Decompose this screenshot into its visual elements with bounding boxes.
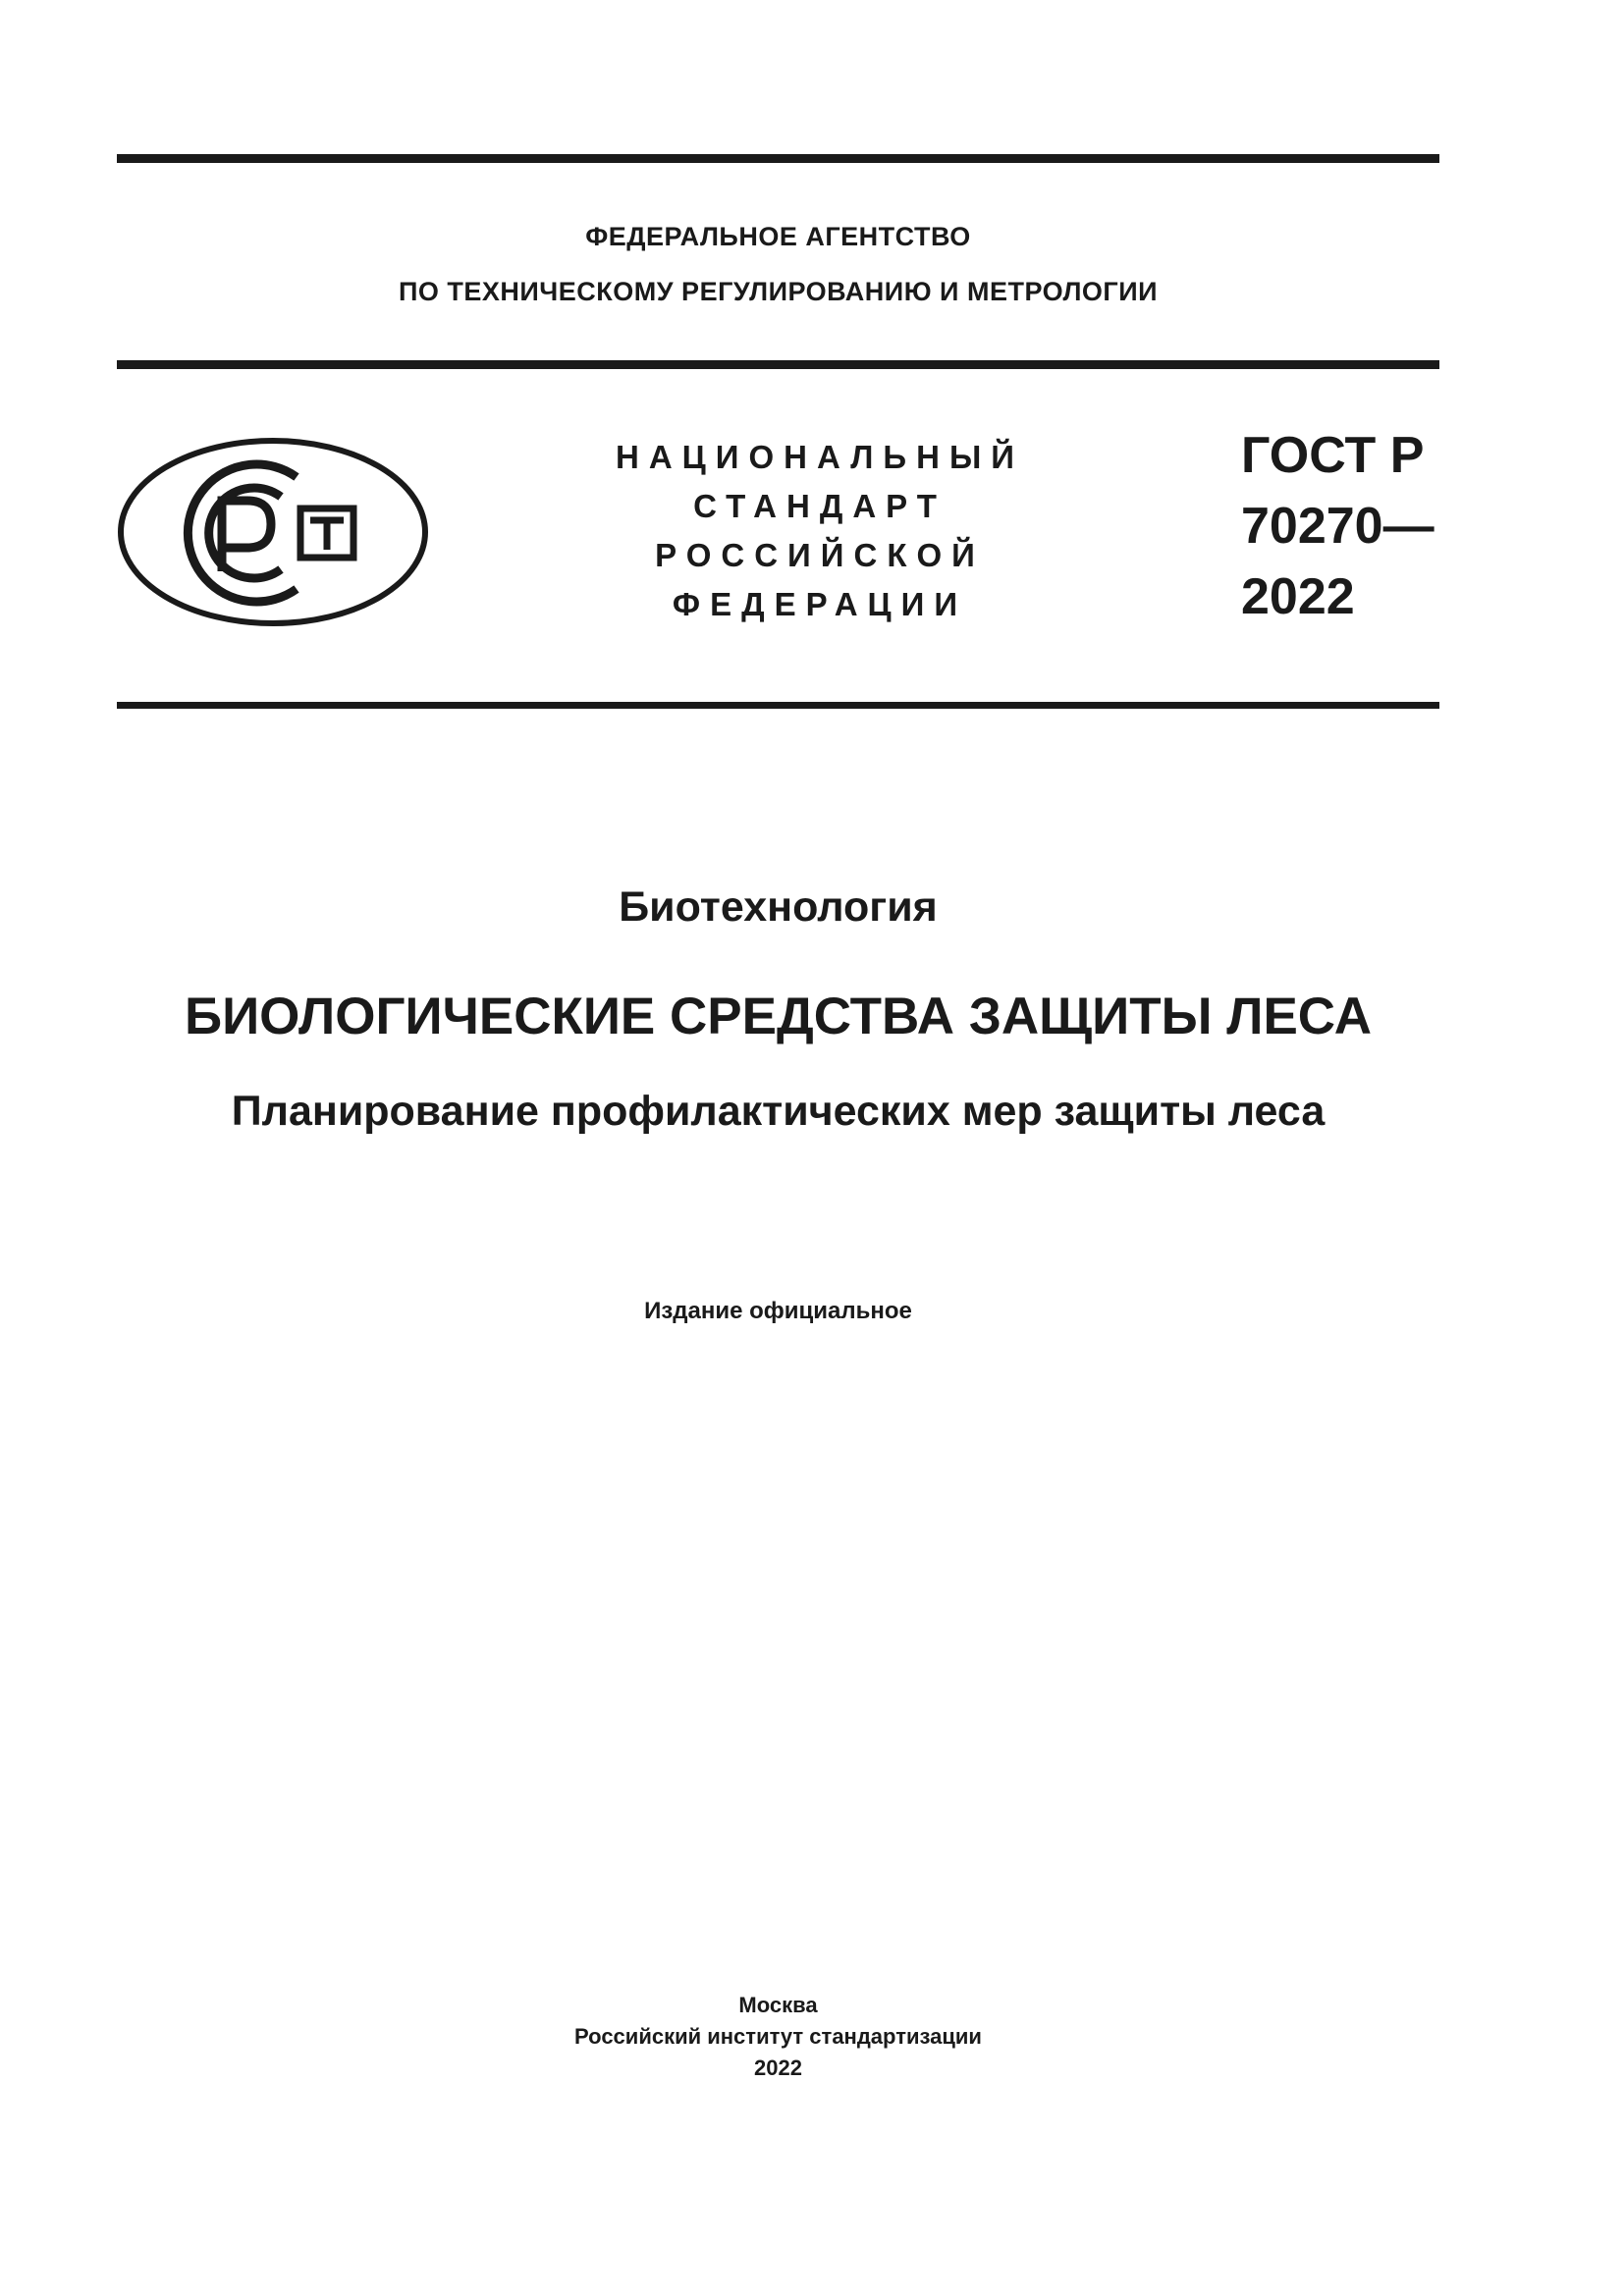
agency-line-2: ПО ТЕХНИЧЕСКОМУ РЕГУЛИРОВАНИЮ И МЕТРОЛОГИИ [398, 277, 1159, 306]
gost-code [1241, 420, 1435, 632]
gost-code-line-2: 70270— [1241, 498, 1435, 555]
imprint-year: 2022 [754, 2056, 802, 2080]
main-title: БИОЛОГИЧЕСКИЕ СРЕДСТВА ЗАЩИТЫ ЛЕСА [184, 988, 1373, 1045]
imprint-city: Москва [738, 1993, 818, 2017]
edition-label: Издание официальное [644, 1298, 912, 1324]
rst-logo-icon [116, 436, 430, 628]
gost-code-line-3: 2022 [1241, 568, 1355, 625]
national-line-4: ФЕДЕРАЦИИ [672, 586, 968, 622]
imprint-publisher: Российский институт стандартизации [574, 2024, 982, 2049]
header-rule [117, 360, 1439, 369]
national-line-1: НАЦИОНАЛЬНЫЙ [616, 439, 1024, 475]
national-line-3: РОССИЙСКОЙ [655, 537, 985, 573]
agency-line-1: ФЕДЕРАЛЬНОЕ АГЕНТСТВО [585, 222, 971, 251]
standard-rule [117, 702, 1439, 709]
category-title: Биотехнология [619, 883, 938, 931]
national-line-2: СТАНДАРТ [693, 488, 947, 524]
subtitle: Планирование профилактических мер защиты леса [231, 1088, 1326, 1135]
gost-code-line-1: ГОСТ Р [1241, 427, 1425, 484]
top-rule [117, 154, 1439, 163]
